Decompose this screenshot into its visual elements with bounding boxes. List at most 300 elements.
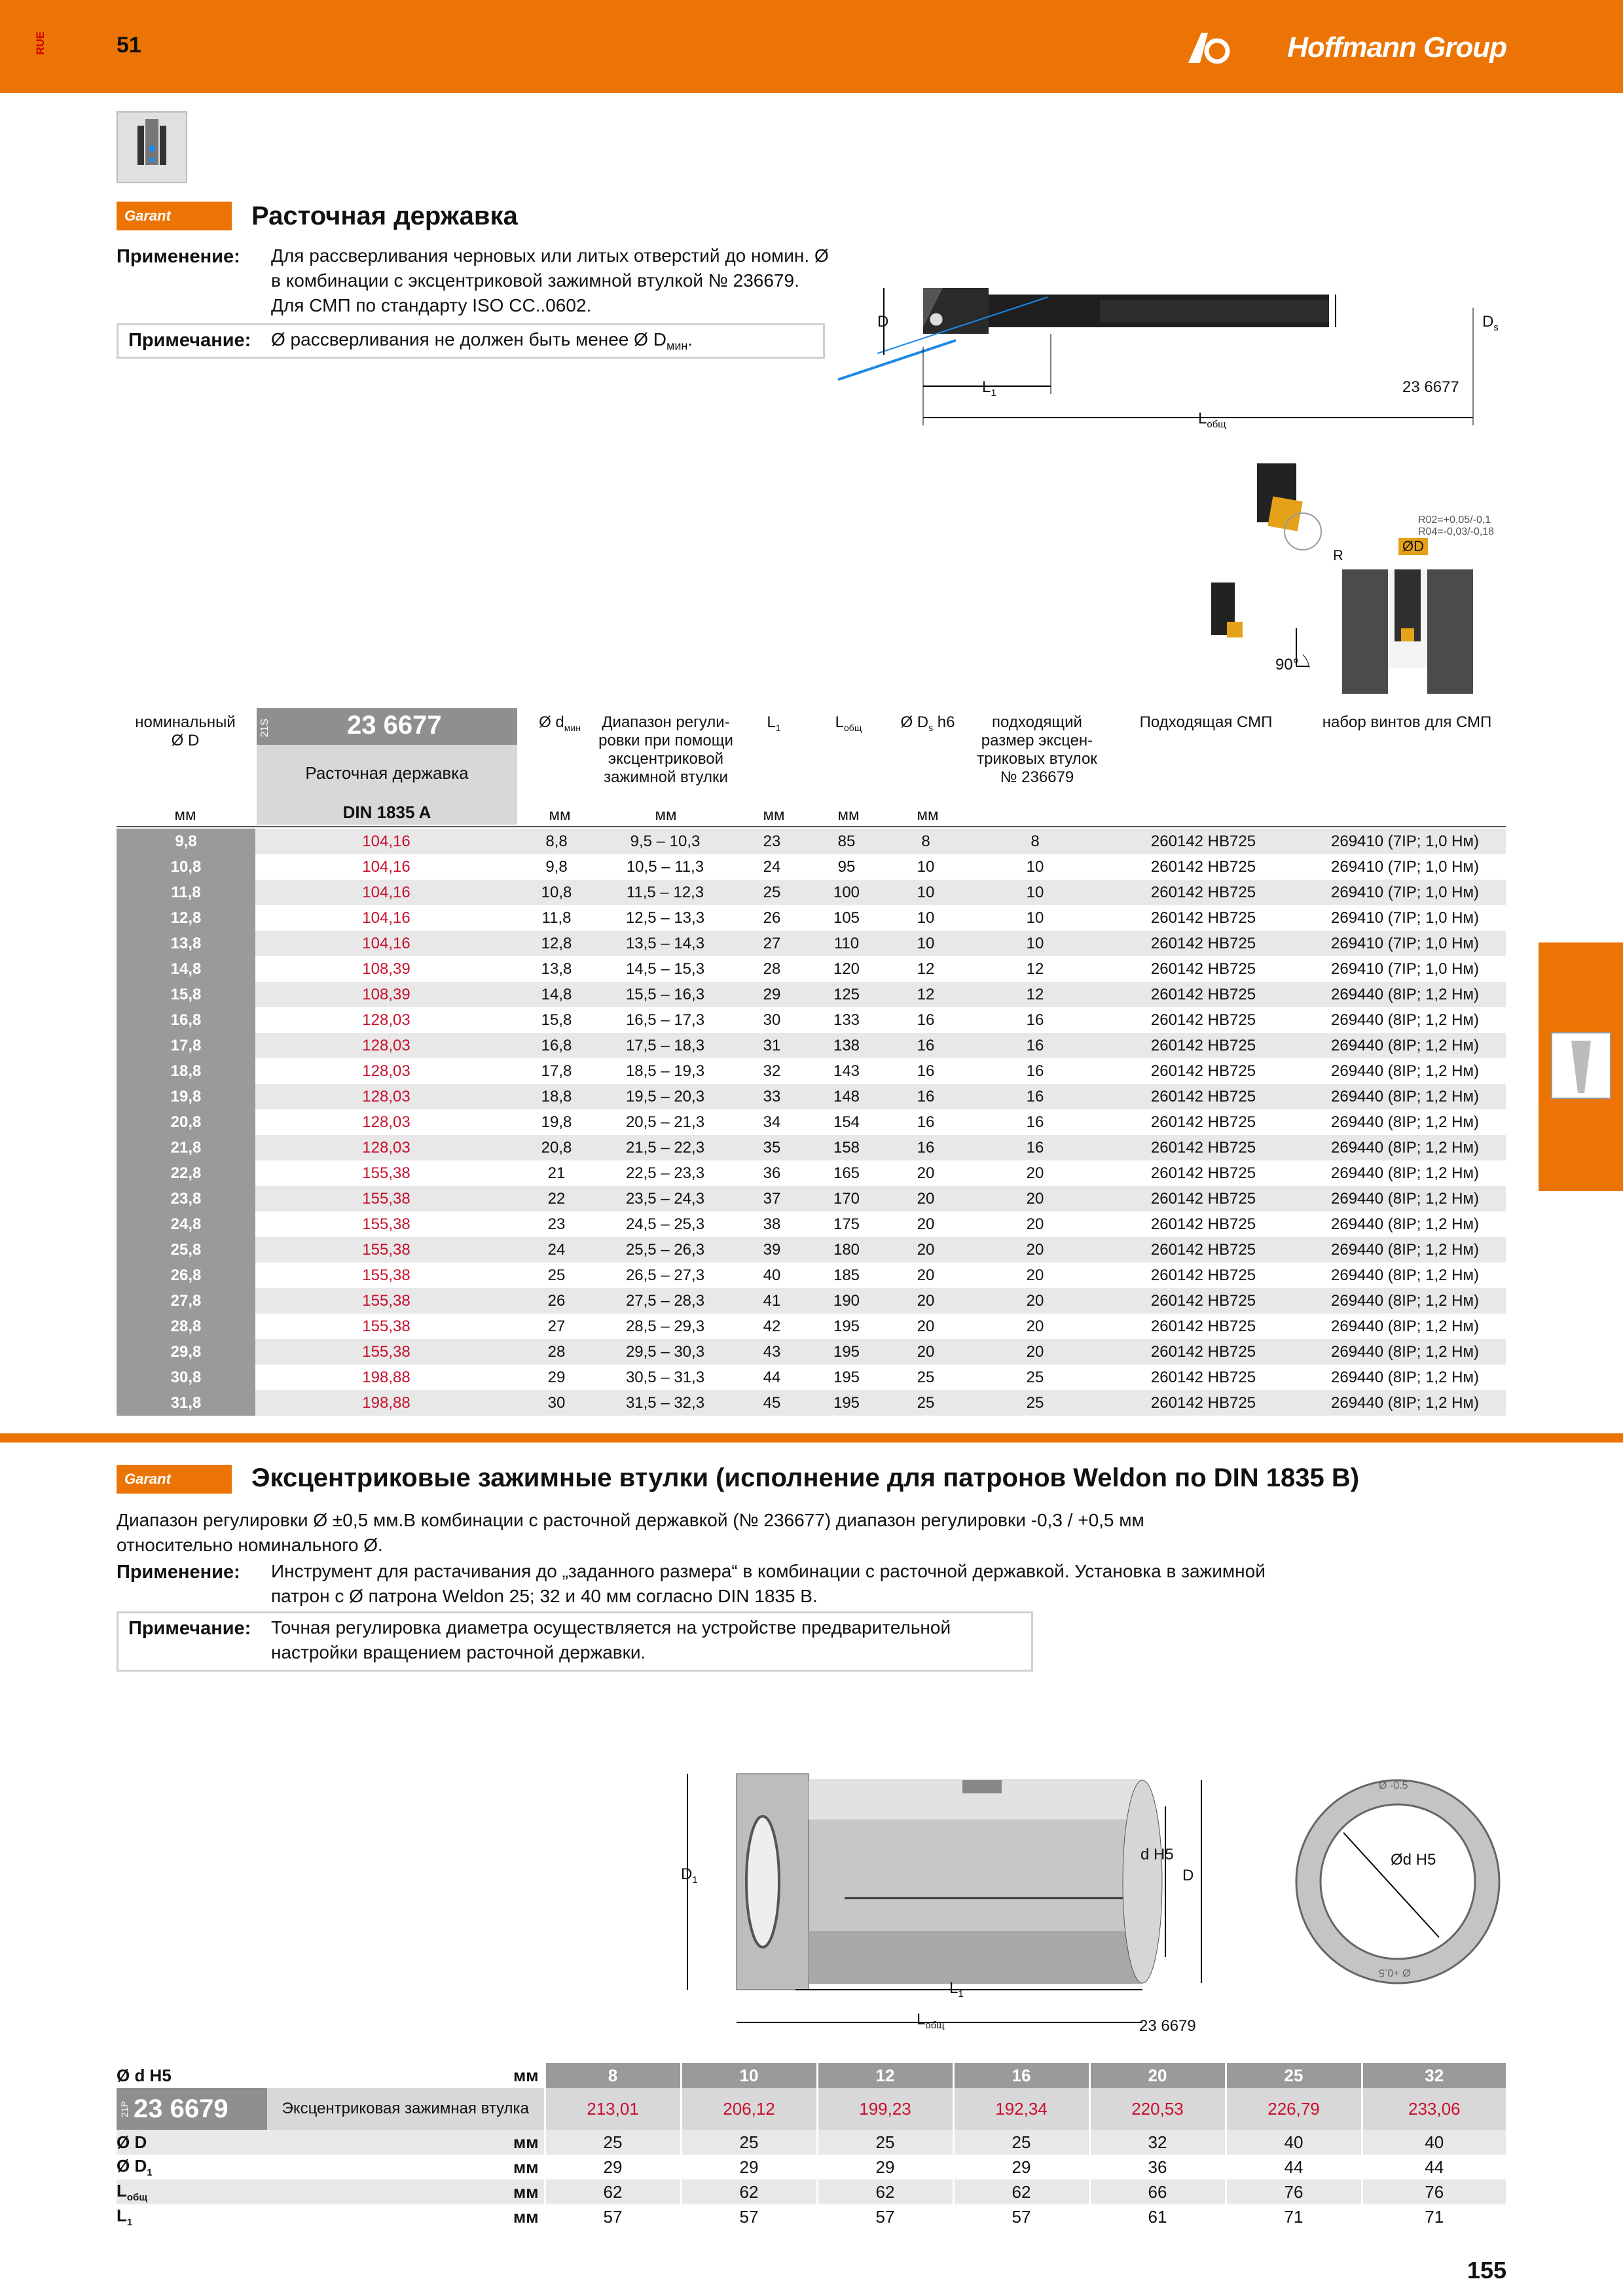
table-row: [117, 1135, 1506, 1160]
dim-value-cell: 71: [1362, 2204, 1506, 2229]
price-cell: 128,03: [255, 1135, 517, 1160]
dim-value-cell: 44: [1226, 2155, 1362, 2179]
dim-label: [117, 2155, 267, 2179]
price-cell: 104,16: [255, 931, 517, 956]
d-min-cell: 28: [517, 1339, 596, 1365]
nominal-d-cell: 27,8: [117, 1288, 255, 1314]
detail-angle: 90°: [1275, 656, 1300, 673]
dh5-label: Ø d H5: [117, 2065, 172, 2085]
adjust-range-cell: 27,5 – 28,3: [596, 1288, 735, 1314]
sleeve-label-d1: $D_1$: [681, 1865, 698, 1886]
sleeve-size-cell: 25: [1026, 1368, 1044, 1386]
sleeve-price-cell: 233,06: [1362, 2088, 1506, 2130]
sleeve-price-cell: 192,34: [953, 2088, 1089, 2130]
table-row: [117, 854, 1506, 880]
screw-set-cell: 269440 (8IP; 1,2 Нм): [1331, 1113, 1479, 1131]
sleeve-size-cell: 20: [968, 1288, 1103, 1314]
adjust-range-cell: 28,5 – 29,3: [625, 1317, 705, 1335]
d-min-cell: 14,8: [517, 982, 596, 1007]
application-label: Применение:: [117, 246, 240, 267]
nominal-d-cell: 14,8: [117, 956, 255, 982]
price-cell: 198,88: [255, 1390, 517, 1416]
dim-value-cell: 25: [681, 2130, 817, 2155]
l-total-cell: 125: [809, 982, 884, 1007]
header-product: Расточная державка: [305, 763, 469, 783]
table-row: [117, 1339, 1506, 1365]
ds-cell: 16: [917, 1062, 935, 1080]
table-row: [117, 1058, 1506, 1084]
dim-unit: мм: [513, 2157, 539, 2177]
d-min-cell: 15,8: [541, 1011, 572, 1029]
section2-title: Эксцентриковые зажимные втулки (исполнение для патронов Weldon по DIN 1835 B): [251, 1463, 1360, 1492]
screw-set-cell: 269440 (8IP; 1,2 Нм): [1331, 1266, 1479, 1284]
note-label: Примечание:: [128, 330, 251, 351]
dim-value-cell: 29: [817, 2155, 953, 2179]
ring-bottom-mark: Ø +0.5: [1379, 1967, 1411, 1978]
nominal-d-cell: 31,8: [117, 1390, 255, 1416]
table-row: [117, 1033, 1506, 1058]
dim-value-cell: 40: [1226, 2130, 1362, 2155]
screw-set-cell: 269440 (8IP; 1,2 Нм): [1304, 1390, 1506, 1416]
header-sleeve: подходящий размер эксцен-триковых втулок № 236679: [977, 713, 1097, 786]
sleeve-label-dh5: d H5: [1140, 1846, 1174, 1863]
note-text: Ø рассверливания не должен быть менее Ø $D_{мин}$.: [271, 329, 693, 353]
l-total-cell: 158: [809, 1135, 884, 1160]
sleeve-size-cell: 10: [968, 880, 1103, 905]
ds-cell: 25: [884, 1390, 968, 1416]
sleeve-end-view: [1290, 1774, 1506, 1990]
l1-cell: 40: [763, 1266, 781, 1284]
brand-name: Hoffmann Group: [1287, 31, 1506, 63]
l1-cell: 34: [763, 1113, 781, 1131]
d-min-cell: 20,8: [517, 1135, 596, 1160]
screw-set-cell: 269440 (8IP; 1,2 Нм): [1304, 982, 1506, 1007]
insert-cell: 260142 HB725: [1103, 1390, 1304, 1416]
screw-set-cell: 269440 (8IP; 1,2 Нм): [1331, 1215, 1479, 1233]
ds-cell: 20: [917, 1266, 935, 1284]
size-cell: 32: [1362, 2063, 1506, 2088]
sleeve-size-cell: 20: [1026, 1164, 1044, 1182]
boring-bar-table: [117, 829, 1506, 1416]
sleeve-size-cell: 25: [968, 1390, 1103, 1416]
size-cell: 20: [1089, 2063, 1226, 2088]
price-cell: 128,03: [255, 1033, 517, 1058]
sleeve-price-cell: 220,53: [1089, 2088, 1226, 2130]
detail-label-r: R: [1333, 547, 1343, 564]
adjust-range-cell: 25,5 – 26,3: [596, 1237, 735, 1263]
nominal-d-cell: 30,8: [117, 1365, 255, 1390]
sleeve-drawing: [674, 1761, 1224, 2049]
sleeve-size-cell: 10: [968, 931, 1103, 956]
dim-label-text: Ø D: [117, 2132, 147, 2152]
insert-cell: 260142 HB725: [1103, 829, 1304, 854]
insert-cell: 260142 HB725: [1150, 1164, 1256, 1182]
ds-cell: 10: [884, 931, 968, 956]
nominal-d-cell: 13,8: [117, 931, 255, 956]
insert-cell: 260142 HB725: [1150, 1215, 1256, 1233]
ds-cell: 16: [884, 1033, 968, 1058]
dim-label-text: Ø D: [117, 2155, 147, 2176]
sleeve-size-row: [117, 2063, 1506, 2088]
size-cell: 12: [817, 2063, 953, 2088]
sleeve-label-ltot: $L_{общ}$: [917, 2011, 945, 2031]
l-total-cell: 138: [809, 1033, 884, 1058]
nominal-d-cell: 15,8: [117, 982, 255, 1007]
note-text-2: Точная регулировка диаметра осуществляется на устройстве предварительной настройки вращением расточной державки.: [271, 1617, 951, 1662]
nominal-d-cell: 22,8: [117, 1160, 255, 1186]
price-cell: 155,38: [362, 1164, 410, 1182]
sleeve-size-cell: 16: [1026, 1011, 1044, 1029]
operation-icon: [117, 111, 187, 183]
price-cell: 128,03: [362, 1113, 410, 1131]
adjust-range-cell: 11,5 – 12,3: [596, 880, 735, 905]
sleeve-size-cell: 12: [1026, 960, 1044, 978]
price-cell: 155,38: [362, 1215, 410, 1233]
insert-cell: 260142 HB725: [1103, 1084, 1304, 1109]
screw-set-cell: 269410 (7IP; 1,0 Нм): [1331, 960, 1479, 978]
page-number: 155: [1467, 2257, 1506, 2284]
insert-cell: 260142 HB725: [1150, 1113, 1256, 1131]
unit-range: мм: [655, 806, 677, 824]
screw-set-cell: 269410 (7IP; 1,0 Нм): [1304, 880, 1506, 905]
ring-top-mark: Ø -0.5: [1379, 1780, 1408, 1791]
l1-cell: 43: [735, 1339, 809, 1365]
drawing-label-ltot: $L_{общ}$: [1198, 410, 1226, 430]
screw-set-cell: 269440 (8IP; 1,2 Нм): [1304, 1186, 1506, 1211]
note-label-2: Примечание:: [128, 1618, 251, 1639]
l-total-cell: 175: [833, 1215, 860, 1233]
garant-logo-2: Garant: [117, 1465, 232, 1494]
nominal-d-cell: 19,8: [117, 1084, 255, 1109]
d-min-cell: 12,8: [517, 931, 596, 956]
dim-value-cell: 29: [681, 2155, 817, 2179]
screw-set-cell: 269440 (8IP; 1,2 Нм): [1304, 1135, 1506, 1160]
screw-set-cell: 269410 (7IP; 1,0 Нм): [1304, 829, 1506, 854]
ds-cell: 10: [917, 908, 935, 927]
sleeve-size-cell: 16: [1026, 1062, 1044, 1080]
d-min-cell: 11,8: [541, 908, 572, 927]
ds-cell: 10: [917, 857, 935, 876]
d-min-cell: 16,8: [517, 1033, 596, 1058]
section-separator: [0, 1433, 1623, 1443]
ring-label-d: Ød H5: [1391, 1851, 1436, 1869]
ds-cell: 10: [884, 880, 968, 905]
screw-set-cell: 269410 (7IP; 1,0 Нм): [1331, 857, 1479, 876]
dim-value-cell: 25: [545, 2130, 681, 2155]
nominal-d-cell: 17,8: [117, 1033, 255, 1058]
insert-cell: 260142 HB725: [1103, 982, 1304, 1007]
l1-cell: 30: [763, 1011, 781, 1029]
l-total-cell: 154: [833, 1113, 860, 1131]
l-total-cell: 85: [809, 829, 884, 854]
insert-cell: 260142 HB725: [1103, 931, 1304, 956]
dim-value-cell: 25: [817, 2130, 953, 2155]
sleeve-size-cell: 20: [1026, 1215, 1044, 1233]
d-min-cell: 29: [547, 1368, 566, 1386]
header-rule: [117, 826, 1506, 827]
l-total-cell: 185: [833, 1266, 860, 1284]
l1-cell: 32: [763, 1062, 781, 1080]
insert-cell: 260142 HB725: [1150, 1011, 1256, 1029]
dim-value-cell: 57: [953, 2204, 1089, 2229]
nominal-d-cell: 12,8: [117, 905, 255, 931]
l1-cell: 25: [735, 880, 809, 905]
ds-cell: 20: [884, 1186, 968, 1211]
sleeve-size-cell: 16: [968, 1135, 1103, 1160]
nominal-d-cell: 26,8: [117, 1263, 255, 1288]
sleeve-price-cell: 213,01: [545, 2088, 681, 2130]
table-row: [117, 1160, 1506, 1186]
insert-cell: 260142 HB725: [1150, 1368, 1256, 1386]
ds-cell: 20: [917, 1317, 935, 1335]
d-min-cell: 13,8: [541, 960, 572, 978]
d-min-cell: 23: [547, 1215, 566, 1233]
l1-cell: 37: [735, 1186, 809, 1211]
insert-cell: 260142 HB725: [1150, 1317, 1256, 1335]
sleeve-price-cell: 199,23: [817, 2088, 953, 2130]
application-text-2: Инструмент для растачивания до „заданного размера“ в комбинации с расточной державкой. Установка в зажимной патрон с Ø патрона Weldon 25; 32 и 40 мм согласно DIN 1835 B.: [271, 1561, 1266, 1606]
sleeve-size-cell: 20: [968, 1186, 1103, 1211]
table-row: [117, 905, 1506, 931]
nominal-d-cell: 28,8: [117, 1314, 255, 1339]
screw-set-cell: 269440 (8IP; 1,2 Нм): [1304, 1084, 1506, 1109]
l-total-cell: 133: [833, 1011, 860, 1029]
sleeve-table: [117, 2063, 1506, 2229]
insert-cell: 260142 HB725: [1103, 1339, 1304, 1365]
table-row: [117, 931, 1506, 956]
l1-cell: 24: [763, 857, 781, 876]
dim-value-cell: 62: [681, 2179, 817, 2204]
boring-bar-drawing: [825, 268, 1519, 439]
detail-radius-tol: R02=+0,05/-0,1 R04=-0,03/-0,18: [1418, 514, 1495, 537]
price-cell: 128,03: [255, 1084, 517, 1109]
sleeve-product: Эксцентриковая зажимная втулка: [267, 2088, 545, 2130]
drawing-label-l1: $L_1$: [982, 378, 996, 399]
header-insert: Подходящая СМП: [1139, 713, 1273, 731]
d-min-cell: 8,8: [517, 829, 596, 854]
language-code: RUE: [34, 31, 46, 55]
price-cell: 155,38: [255, 1186, 517, 1211]
screw-set-cell: 269410 (7IP; 1,0 Нм): [1331, 908, 1479, 927]
unit-l1: мм: [763, 806, 785, 824]
unit-ltot: мм: [837, 806, 860, 824]
adjust-range-cell: 12,5 – 13,3: [625, 908, 705, 927]
price-cell: 155,38: [255, 1339, 517, 1365]
chapter-tab[interactable]: [1539, 942, 1623, 1191]
insert-cell: 260142 HB725: [1103, 880, 1304, 905]
table-row: [117, 956, 1506, 982]
d-min-cell: 22: [517, 1186, 596, 1211]
sleeve-size-cell: 10: [1026, 908, 1044, 927]
dim-value-cell: 76: [1226, 2179, 1362, 2204]
sleeve-price-row: [117, 2088, 1506, 2130]
l-total-cell: 105: [833, 908, 860, 927]
l-total-cell: 195: [809, 1390, 884, 1416]
dim-label: [117, 2179, 267, 2204]
dim-value-cell: 25: [953, 2130, 1089, 2155]
ds-cell: 16: [917, 1011, 935, 1029]
price-cell: 104,16: [255, 880, 517, 905]
dim-label: [117, 2130, 267, 2155]
price-cell: 155,38: [362, 1317, 410, 1335]
header-code: 23 6677: [347, 711, 442, 740]
dim-value-cell: 71: [1226, 2204, 1362, 2229]
l-total-cell: 110: [809, 931, 884, 956]
l-total-cell: 195: [809, 1339, 884, 1365]
d-min-cell: 26: [517, 1288, 596, 1314]
dim-value-cell: 57: [817, 2204, 953, 2229]
sleeve-price-cell: 226,79: [1226, 2088, 1362, 2130]
adjust-range-cell: 14,5 – 15,3: [625, 960, 705, 978]
adjust-range-cell: 22,5 – 23,3: [625, 1164, 705, 1182]
drawing-code: 23 6677: [1402, 378, 1459, 396]
d-min-cell: 21: [547, 1164, 566, 1182]
nominal-d-cell: 10,8: [117, 854, 255, 880]
l1-cell: 41: [735, 1288, 809, 1314]
section2-intro: Диапазон регулировки Ø ±0,5 мм.В комбинации с расточной державкой (№ 236677) диапазон регулировки -0,3 / +0,5 мм относительно номинального Ø.: [117, 1510, 1144, 1555]
header-ltot: $L_{общ}$: [835, 713, 862, 733]
dim-label-sub: 1: [147, 2167, 153, 2179]
dim-unit: мм: [267, 2130, 545, 2155]
adjust-range-cell: 29,5 – 30,3: [596, 1339, 735, 1365]
ds-cell: 20: [884, 1237, 968, 1263]
l1-cell: 39: [735, 1237, 809, 1263]
screw-set-cell: 269440 (8IP; 1,2 Нм): [1304, 1237, 1506, 1263]
l1-cell: 45: [735, 1390, 809, 1416]
sleeve-code-prefix: 21P: [119, 2100, 130, 2117]
header-dmin: Ø $d_{мин}$: [539, 713, 581, 733]
dim-label-text: L: [117, 2180, 127, 2200]
dim-value-cell: 40: [1362, 2130, 1506, 2155]
insert-detail-drawing: [1205, 458, 1493, 707]
size-cell: 16: [953, 2063, 1089, 2088]
price-cell: 155,38: [255, 1288, 517, 1314]
header-code-prefix: 21S: [259, 719, 270, 738]
header-range: Диапазон регули-ровки при помощи эксцентриковой зажимной втулки: [598, 713, 733, 786]
table-row: [117, 1211, 1506, 1237]
sleeve-size-cell: 20: [1026, 1266, 1044, 1284]
insert-cell: 260142 HB725: [1103, 1135, 1304, 1160]
size-cell: 25: [1226, 2063, 1362, 2088]
table-row: [117, 1237, 1506, 1263]
screw-set-cell: 269440 (8IP; 1,2 Нм): [1331, 1062, 1479, 1080]
detail-label-d: ØD: [1398, 538, 1428, 555]
size-cell: 8: [545, 2063, 681, 2088]
application-text: Для рассверливания черновых или литых отверстий до номин. Ø в комбинации с эксцентриковой зажимной втулкой № 236679. Для СМП по стандарту ISO CC..0602.: [271, 245, 829, 315]
sleeve-size-cell: 20: [1026, 1317, 1044, 1335]
header-standard: DIN 1835 A: [342, 802, 431, 822]
table-row: [117, 1365, 1506, 1390]
sleeve-price-cell: 206,12: [681, 2088, 817, 2130]
header-nominal: номинальный Ø D: [135, 713, 236, 749]
table-row: [117, 1109, 1506, 1135]
price-cell: 104,16: [362, 857, 410, 876]
insert-cell: 260142 HB725: [1103, 1288, 1304, 1314]
table-row: [117, 1390, 1506, 1416]
section1-title: Расточная державка: [251, 202, 518, 230]
ds-cell: 12: [884, 982, 968, 1007]
sleeve-size-cell: 20: [968, 1339, 1103, 1365]
table-row: [117, 1314, 1506, 1339]
l1-cell: 42: [763, 1317, 781, 1335]
price-cell: 108,39: [255, 982, 517, 1007]
screw-set-cell: 269440 (8IP; 1,2 Нм): [1304, 1339, 1506, 1365]
insert-cell: 260142 HB725: [1150, 960, 1256, 978]
screw-set-cell: 269410 (7IP; 1,0 Нм): [1304, 931, 1506, 956]
insert-cell: 260142 HB725: [1150, 857, 1256, 876]
price-cell: 155,38: [362, 1266, 410, 1284]
insert-cell: 260142 HB725: [1150, 1266, 1256, 1284]
dim-value-cell: 36: [1089, 2155, 1226, 2179]
sleeve-size-cell: 10: [1026, 857, 1044, 876]
adjust-range-cell: 9,5 – 10,3: [596, 829, 735, 854]
ds-cell: 20: [917, 1164, 935, 1182]
insert-cell: 260142 HB725: [1150, 1062, 1256, 1080]
l-total-cell: 95: [837, 857, 856, 876]
sleeve-code-cell: [117, 2088, 267, 2130]
dim-value-cell: 66: [1089, 2179, 1226, 2204]
drawing-label-ds: $D_s$: [1482, 313, 1499, 333]
d-min-cell: 10,8: [517, 880, 596, 905]
sleeve-code: 23 6679: [1139, 2017, 1196, 2035]
ds-cell: 8: [884, 829, 968, 854]
dim-value-cell: 62: [817, 2179, 953, 2204]
ds-cell: 25: [917, 1368, 935, 1386]
dim-value-cell: 44: [1362, 2155, 1506, 2179]
price-cell: 108,39: [362, 960, 410, 978]
header-ds: Ø $D_s$ h6: [900, 713, 955, 733]
dim-value-cell: 29: [953, 2155, 1089, 2179]
ds-cell: 12: [917, 960, 935, 978]
dim-label: [117, 2204, 267, 2229]
nominal-d-cell: 24,8: [117, 1211, 255, 1237]
table-row: [117, 982, 1506, 1007]
table-row: [117, 829, 1506, 854]
table-row: [117, 880, 1506, 905]
l1-cell: 36: [763, 1164, 781, 1182]
l1-cell: 28: [763, 960, 781, 978]
unit-ds: мм: [917, 806, 939, 824]
l-total-cell: 143: [833, 1062, 860, 1080]
adjust-range-cell: 16,5 – 17,3: [625, 1011, 705, 1029]
ds-cell: 20: [917, 1215, 935, 1233]
price-cell: 155,38: [255, 1237, 517, 1263]
adjust-range-cell: 10,5 – 11,3: [626, 857, 704, 876]
ds-cell: 20: [884, 1339, 968, 1365]
insert-cell: 260142 HB725: [1103, 1237, 1304, 1263]
price-cell: 128,03: [362, 1011, 410, 1029]
dh5-unit: мм: [513, 2065, 539, 2085]
l1-cell: 29: [735, 982, 809, 1007]
sleeve-size-cell: 20: [968, 1237, 1103, 1263]
table-row: [117, 1084, 1506, 1109]
garant-logo: Garant: [117, 202, 232, 230]
drawing-label-d: D: [877, 313, 889, 331]
sleeve-code: 23 6679: [134, 2094, 228, 2123]
l1-cell: 38: [763, 1215, 781, 1233]
adjust-range-cell: 17,5 – 18,3: [596, 1033, 735, 1058]
adjust-range-cell: 31,5 – 32,3: [596, 1390, 735, 1416]
dim-value-cell: 76: [1362, 2179, 1506, 2204]
unit-nominal: мм: [174, 806, 196, 824]
d-min-cell: 19,8: [541, 1113, 572, 1131]
nominal-d-cell: 18,8: [117, 1058, 255, 1084]
table-row: [117, 1007, 1506, 1033]
size-cell: 10: [681, 2063, 817, 2088]
price-cell: 198,88: [362, 1368, 410, 1386]
adjust-range-cell: 18,5 – 19,3: [625, 1062, 705, 1080]
l-total-cell: 195: [833, 1317, 860, 1335]
